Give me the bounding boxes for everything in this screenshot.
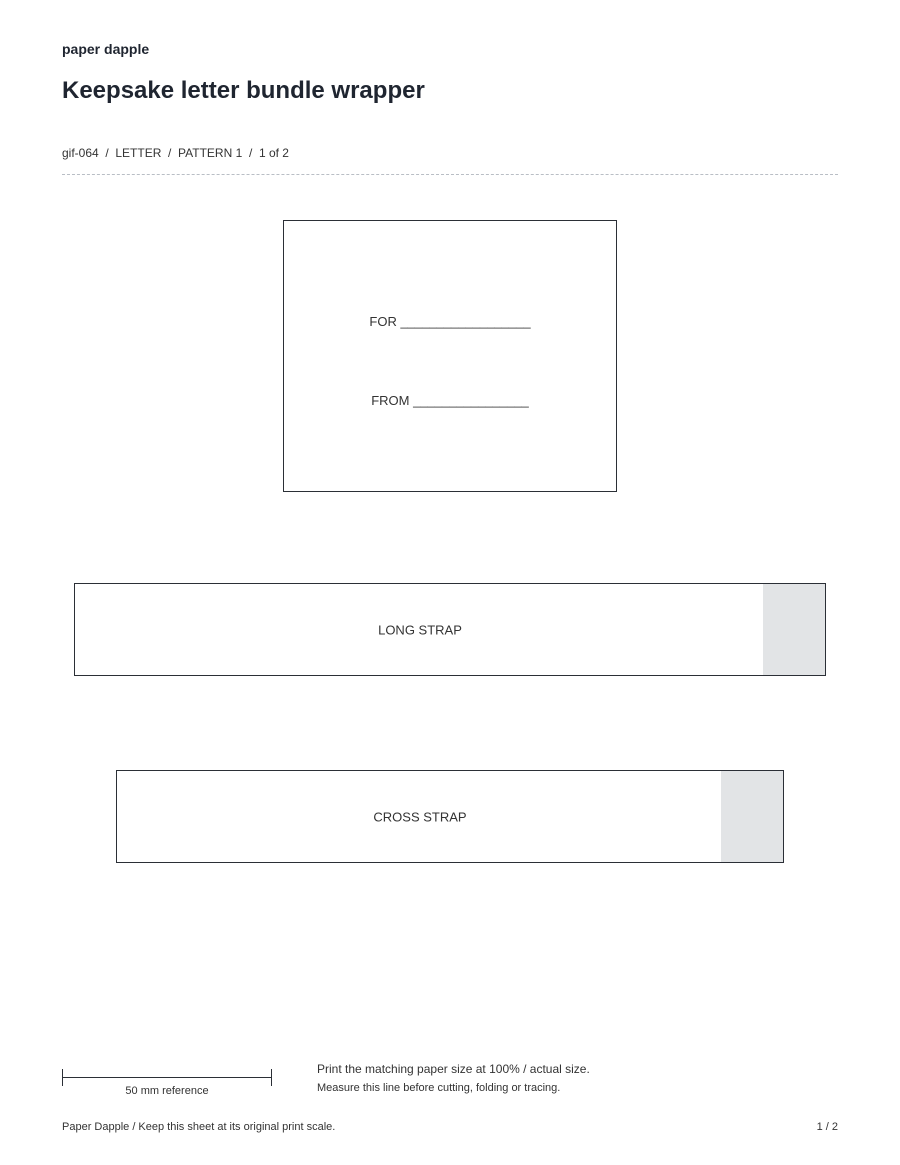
print-instruction: Print the matching paper size at 100% / actual size. — [317, 1062, 590, 1076]
for-field-line: FOR __________________ — [369, 314, 531, 329]
long-strap-glue-tab — [763, 584, 825, 675]
scale-cap-right — [271, 1069, 272, 1086]
cross-strap-glue-tab — [721, 771, 783, 862]
footer-note: Paper Dapple / Keep this sheet at its original print scale. — [62, 1121, 336, 1133]
gift-label-panel — [283, 220, 617, 492]
dashed-divider — [62, 174, 838, 175]
breadcrumb: gif-064 / LETTER / PATTERN 1 / 1 of 2 — [62, 146, 289, 160]
cross-strap-pattern — [116, 770, 784, 863]
long-strap-pattern — [74, 583, 826, 676]
from-field-line: FROM ________________ — [371, 393, 529, 408]
page-number: 1 / 2 — [816, 1121, 838, 1133]
scale-reference-label: 50 mm reference — [125, 1085, 209, 1097]
page-title: Keepsake letter bundle wrapper — [62, 77, 425, 104]
cross-strap-label: CROSS STRAP — [373, 809, 467, 824]
scale-line — [62, 1077, 272, 1078]
measure-instruction: Measure this line before cutting, folding or tracing. — [317, 1082, 561, 1094]
brand-name: paper dapple — [62, 41, 150, 57]
scale-cap-left — [62, 1069, 63, 1086]
scale-reference-bar — [62, 1069, 272, 1086]
long-strap-label: LONG STRAP — [378, 622, 462, 637]
